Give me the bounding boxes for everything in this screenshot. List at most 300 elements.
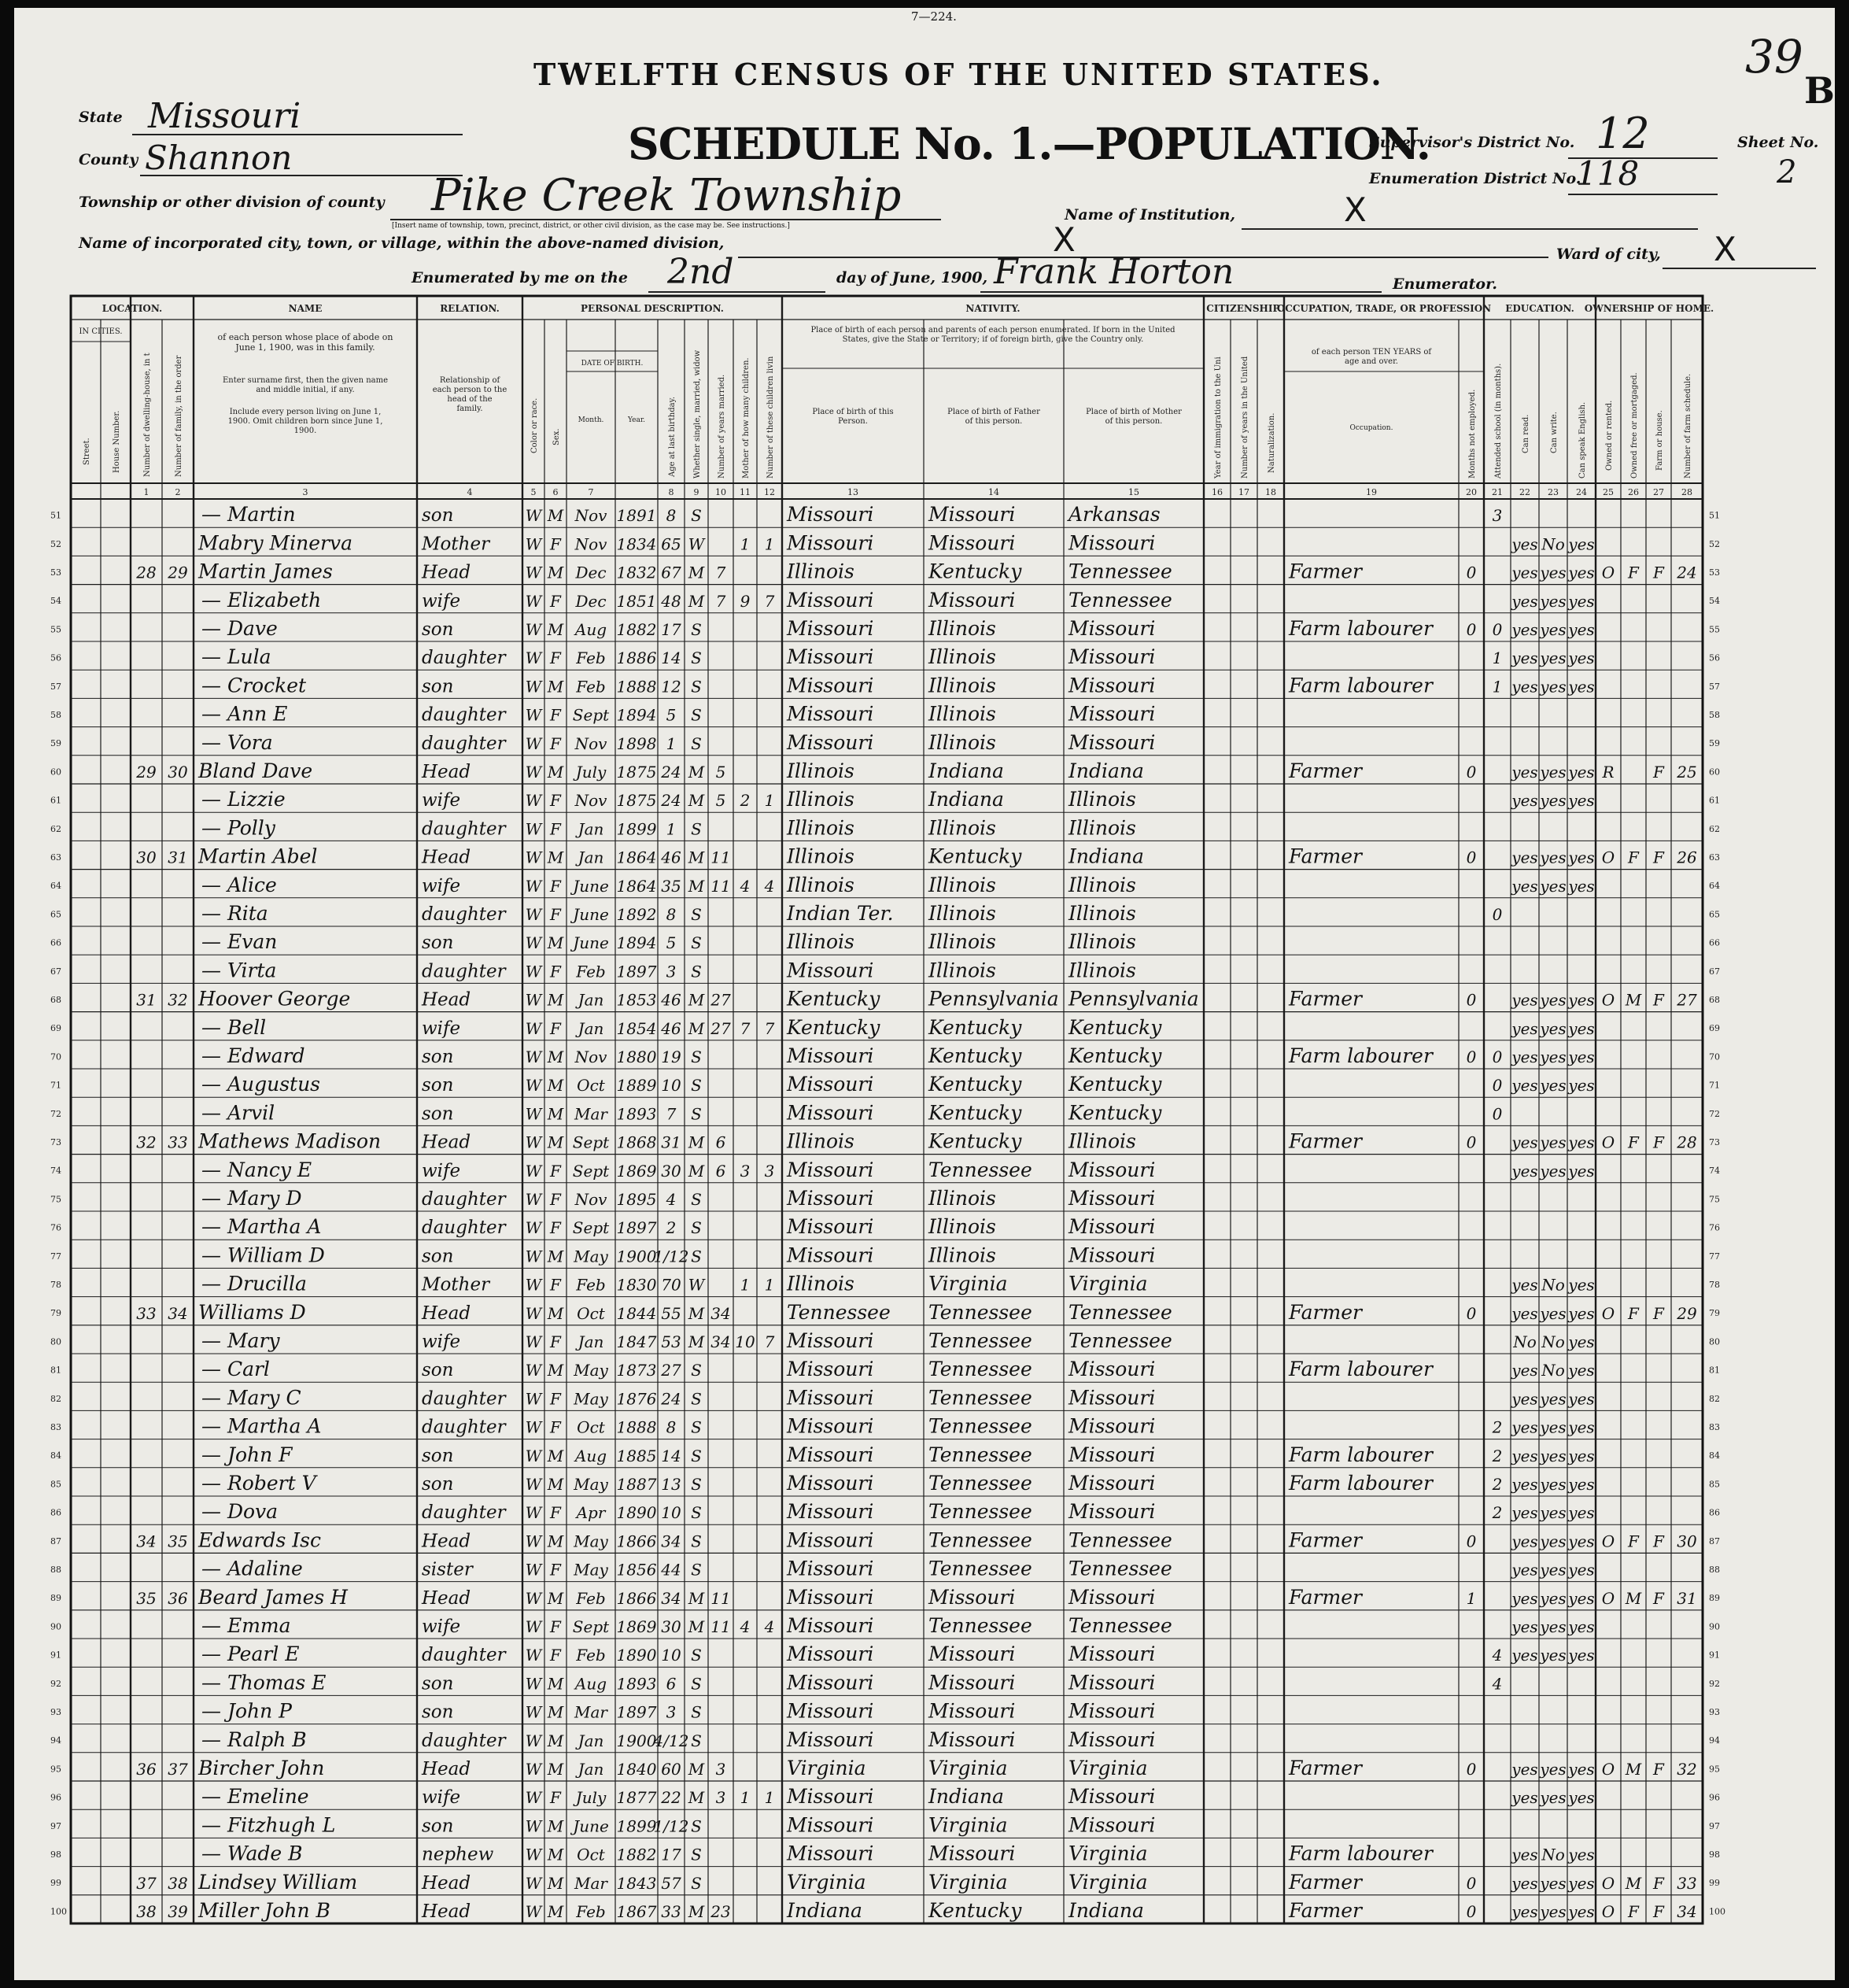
cell-moth: 10 bbox=[735, 1332, 755, 1352]
cell-age: 7 bbox=[666, 1104, 677, 1124]
line-number-right: 65 bbox=[1709, 909, 1720, 920]
header-street-text: Street. bbox=[83, 438, 91, 465]
cell-fam: 29 bbox=[168, 563, 188, 582]
cell-bp: Indian Ter. bbox=[787, 902, 894, 926]
cell-name: — John F bbox=[201, 1443, 293, 1466]
cell-write: yes bbox=[1540, 1617, 1567, 1637]
cell-bm: Missouri bbox=[1068, 1500, 1156, 1524]
sheet-value: 2 bbox=[1777, 154, 1797, 190]
cell-age: 34 bbox=[661, 1532, 681, 1551]
line-number-right: 54 bbox=[1709, 596, 1720, 607]
cell-bf: Pennsylvania bbox=[928, 987, 1059, 1011]
cell-rel: wife bbox=[422, 1617, 461, 1638]
cell-year: 1854 bbox=[616, 1018, 657, 1038]
cell-bm: Missouri bbox=[1068, 1585, 1156, 1609]
cell-mar: S bbox=[691, 1218, 702, 1238]
cell-color: W bbox=[525, 1475, 542, 1495]
cell-mar: M bbox=[688, 591, 705, 611]
cell-bf: Illinois bbox=[928, 816, 996, 840]
cell-name: — Drucilla bbox=[201, 1272, 307, 1295]
cell-bp: Missouri bbox=[787, 503, 874, 527]
cell-bp: Missouri bbox=[787, 1614, 874, 1638]
column-number-9: 9 bbox=[693, 487, 699, 497]
cell-year: 1888 bbox=[616, 677, 657, 697]
cell-write: No bbox=[1541, 1275, 1565, 1295]
cell-color: W bbox=[525, 705, 542, 725]
cell-color: W bbox=[525, 1532, 542, 1551]
cell-mar: W bbox=[688, 534, 705, 554]
cell-year: 1897 bbox=[616, 962, 657, 981]
cell-month: Sept bbox=[572, 1133, 610, 1152]
cell-fam: 32 bbox=[168, 990, 188, 1010]
cell-own: O bbox=[1601, 1133, 1615, 1152]
cell-bm: Indiana bbox=[1068, 844, 1144, 868]
cell-read: yes bbox=[1511, 677, 1538, 697]
cell-unemp: 0 bbox=[1466, 1902, 1477, 1922]
cell-color: W bbox=[525, 1560, 542, 1580]
cell-year: 1867 bbox=[616, 1902, 657, 1922]
cell-bf: Kentucky bbox=[928, 1129, 1022, 1153]
line-number: 96 bbox=[50, 1792, 61, 1803]
cell-year: 1882 bbox=[616, 620, 657, 640]
cell-bp: Illinois bbox=[787, 930, 854, 954]
cell-month: June bbox=[573, 876, 609, 896]
cell-occ: Farm labourer bbox=[1289, 1472, 1433, 1495]
cell-sex: M bbox=[547, 620, 564, 640]
cell-color: W bbox=[525, 933, 542, 953]
cell-color: W bbox=[525, 1646, 542, 1665]
cell-eng: yes bbox=[1568, 791, 1595, 811]
cell-eng: yes bbox=[1568, 1446, 1595, 1465]
cell-bp: Missouri bbox=[787, 588, 874, 612]
cell-bp: Missouri bbox=[787, 1528, 874, 1552]
line-number-right: 82 bbox=[1709, 1393, 1720, 1404]
cell-bf: Illinois bbox=[928, 702, 996, 726]
cell-month: Sept bbox=[572, 1617, 610, 1637]
cell-sex: F bbox=[550, 705, 561, 725]
cell-rel: son bbox=[422, 1702, 454, 1723]
line-number-right: 87 bbox=[1709, 1535, 1720, 1546]
cell-name: — Nancy E bbox=[201, 1158, 312, 1181]
cell-rel: son bbox=[422, 1673, 454, 1694]
line-number: 74 bbox=[50, 1166, 61, 1177]
cell-year: 1889 bbox=[616, 1076, 657, 1096]
population-table bbox=[50, 296, 1833, 1925]
cell-bp: Missouri bbox=[787, 1215, 874, 1239]
cell-rel: son bbox=[422, 676, 454, 697]
cell-month: Feb bbox=[576, 1646, 606, 1665]
cell-read: yes bbox=[1511, 1018, 1538, 1038]
cell-liv: 1 bbox=[764, 1275, 775, 1295]
cell-color: W bbox=[525, 1389, 542, 1409]
cell-fs: 34 bbox=[1677, 1902, 1697, 1922]
line-number-right: 91 bbox=[1709, 1650, 1720, 1661]
cell-unemp: 0 bbox=[1466, 563, 1477, 582]
cell-sex: M bbox=[547, 1076, 564, 1096]
line-number: 55 bbox=[50, 624, 61, 635]
cell-sex: M bbox=[547, 990, 564, 1010]
cell-bp: Missouri bbox=[787, 1414, 874, 1438]
cell-liv: 1 bbox=[764, 791, 775, 811]
cell-bf: Tennessee bbox=[928, 1414, 1032, 1438]
column-number-3: 3 bbox=[302, 487, 308, 497]
cell-age: 30 bbox=[661, 1617, 681, 1637]
cell-write: yes bbox=[1540, 1588, 1567, 1608]
cell-month: Jan bbox=[578, 1760, 604, 1779]
cell-bf: Illinois bbox=[928, 873, 996, 896]
cell-age: 46 bbox=[661, 1018, 681, 1038]
cell-month: May bbox=[574, 1560, 608, 1580]
line-number-right: 70 bbox=[1709, 1051, 1720, 1062]
cell-read: yes bbox=[1511, 1361, 1538, 1380]
cell-bf: Illinois bbox=[928, 1243, 996, 1267]
cell-name: — Fitzhugh L bbox=[201, 1813, 336, 1837]
column-number-17: 17 bbox=[1238, 487, 1249, 497]
header-read-text: Can read. bbox=[1522, 414, 1530, 453]
cell-mar: S bbox=[691, 1475, 702, 1495]
cell-bf: Tennessee bbox=[928, 1557, 1032, 1580]
cell-month: May bbox=[574, 1389, 608, 1409]
cell-fam: 38 bbox=[168, 1873, 188, 1893]
cell-write: yes bbox=[1540, 1303, 1567, 1323]
line-number-right: 74 bbox=[1709, 1166, 1720, 1177]
cell-bp: Missouri bbox=[787, 1785, 874, 1809]
cell-rel: daughter bbox=[422, 1730, 506, 1751]
cell-sex: F bbox=[550, 1389, 561, 1409]
cell-liv: 7 bbox=[764, 591, 775, 611]
cell-age: 10 bbox=[661, 1076, 681, 1096]
census-title: TWELFTH CENSUS OF THE UNITED STATES. bbox=[533, 57, 1384, 92]
cell-fh: F bbox=[1653, 1303, 1664, 1323]
cell-bm: Missouri bbox=[1068, 1727, 1156, 1751]
cell-occ: Farmer bbox=[1289, 1585, 1362, 1609]
cell-occ: Farmer bbox=[1289, 1757, 1362, 1780]
cell-bm: Illinois bbox=[1068, 930, 1136, 954]
cell-mar: M bbox=[688, 791, 705, 811]
cell-bm: Kentucky bbox=[1068, 1044, 1162, 1068]
cell-own: O bbox=[1601, 1303, 1615, 1323]
cell-sex: F bbox=[550, 591, 561, 611]
cell-read: yes bbox=[1511, 763, 1538, 782]
column-number-2: 2 bbox=[175, 487, 181, 497]
cell-month: Nov bbox=[574, 1048, 607, 1067]
column-number-14: 14 bbox=[988, 487, 999, 497]
cell-month: Sept bbox=[572, 705, 610, 725]
cell-mar: M bbox=[688, 1760, 705, 1779]
cell-month: Feb bbox=[576, 1902, 606, 1922]
cell-bm: Missouri bbox=[1068, 1785, 1156, 1809]
cell-bf: Tennessee bbox=[928, 1614, 1032, 1638]
cell-liv: 7 bbox=[764, 1332, 775, 1352]
line-number: 84 bbox=[50, 1450, 61, 1461]
cell-write: yes bbox=[1540, 620, 1567, 640]
line-number-right: 95 bbox=[1709, 1764, 1720, 1775]
cell-year: 1856 bbox=[616, 1560, 657, 1580]
cell-own: O bbox=[1601, 1760, 1615, 1779]
cell-liv: 3 bbox=[764, 1161, 775, 1181]
cell-read: yes bbox=[1511, 1873, 1538, 1893]
cell-bf: Missouri bbox=[928, 1671, 1016, 1694]
name-include-text: Include every person living on June 1, 1900. Omit children born since June 1, 1900. bbox=[227, 408, 383, 435]
cell-month: May bbox=[574, 1247, 608, 1266]
cell-name: — Mary D bbox=[201, 1187, 302, 1210]
cell-read: yes bbox=[1511, 1389, 1538, 1409]
cell-color: W bbox=[525, 1873, 542, 1893]
line-number: 77 bbox=[50, 1251, 61, 1262]
cell-mar: S bbox=[691, 1361, 702, 1380]
cell-name: — Augustus bbox=[201, 1073, 321, 1096]
cell-year: 1876 bbox=[616, 1389, 657, 1409]
cell-name: — Vora bbox=[201, 730, 273, 754]
cell-year: 1873 bbox=[616, 1361, 657, 1380]
column-number-25: 25 bbox=[1603, 487, 1614, 497]
line-number: 60 bbox=[50, 767, 61, 778]
cell-unemp: 0 bbox=[1466, 763, 1477, 782]
line-number-right: 56 bbox=[1709, 652, 1720, 663]
cell-read: yes bbox=[1511, 534, 1538, 554]
cell-bp: Illinois bbox=[787, 816, 854, 840]
column-number-1: 1 bbox=[143, 487, 149, 497]
cell-age: 17 bbox=[661, 1845, 681, 1864]
line-number-right: 62 bbox=[1709, 823, 1720, 834]
cell-color: W bbox=[525, 649, 542, 668]
cell-bf: Tennessee bbox=[928, 1358, 1032, 1381]
cell-sch: 0 bbox=[1492, 620, 1503, 640]
cell-mar: S bbox=[691, 1104, 702, 1124]
cell-year: 1886 bbox=[616, 649, 657, 668]
cell-sex: F bbox=[550, 1190, 561, 1210]
cell-liv: 7 bbox=[764, 1018, 775, 1038]
cell-age: 31 bbox=[661, 1133, 681, 1152]
cell-fs: 31 bbox=[1677, 1588, 1697, 1608]
state-label: State bbox=[79, 109, 123, 126]
cell-read: yes bbox=[1511, 620, 1538, 640]
cell-fm: M bbox=[1625, 1588, 1642, 1608]
cell-sex: M bbox=[547, 848, 564, 867]
cell-bp: Missouri bbox=[787, 1044, 874, 1068]
column-number-21: 21 bbox=[1492, 487, 1503, 497]
cell-rel: sister bbox=[422, 1559, 473, 1580]
line-number: 86 bbox=[50, 1507, 61, 1518]
cell-sch: 1 bbox=[1492, 677, 1503, 697]
cell-bm: Indiana bbox=[1068, 759, 1144, 783]
cell-age: 1 bbox=[666, 819, 677, 839]
line-number-right: 79 bbox=[1709, 1308, 1720, 1319]
cell-year: 1885 bbox=[616, 1446, 657, 1465]
header-yus-text: Number of years in the United bbox=[1241, 356, 1249, 479]
group-relation-label: RELATION. bbox=[440, 303, 500, 314]
cell-age: 1 bbox=[666, 733, 677, 753]
cell-year: 1851 bbox=[616, 591, 657, 611]
cell-color: W bbox=[525, 791, 542, 811]
cell-unemp: 0 bbox=[1466, 1133, 1477, 1152]
cell-write: No bbox=[1541, 1332, 1565, 1352]
cell-sex: F bbox=[550, 1788, 561, 1808]
cell-month: July bbox=[575, 1788, 607, 1808]
cell-write: yes bbox=[1540, 563, 1567, 582]
cell-color: W bbox=[525, 876, 542, 896]
cell-month: Nov bbox=[574, 1190, 607, 1210]
cell-name: — Emma bbox=[201, 1614, 291, 1638]
cell-bm: Missouri bbox=[1068, 645, 1156, 669]
line-number-right: 58 bbox=[1709, 710, 1720, 721]
column-number-7: 7 bbox=[588, 487, 594, 497]
line-number-right: 61 bbox=[1709, 795, 1720, 806]
cell-write: yes bbox=[1540, 1417, 1567, 1437]
line-number: 68 bbox=[50, 995, 61, 1006]
cell-rel: son bbox=[422, 1816, 454, 1837]
cell-bf: Kentucky bbox=[928, 1015, 1022, 1039]
group-location-label: LOCATION. bbox=[101, 303, 163, 314]
cell-bf: Illinois bbox=[928, 959, 996, 982]
cell-bp: Illinois bbox=[787, 759, 854, 783]
cell-ym: 27 bbox=[710, 1018, 731, 1038]
cell-ym: 34 bbox=[710, 1332, 731, 1352]
cell-bf: Virginia bbox=[928, 1757, 1008, 1780]
line-number: 81 bbox=[50, 1365, 61, 1376]
cell-moth: 4 bbox=[740, 1617, 751, 1637]
cell-name: — Lula bbox=[201, 645, 271, 669]
cell-own: O bbox=[1601, 1588, 1615, 1608]
cell-bp: Missouri bbox=[787, 1699, 874, 1723]
cell-name: — Emeline bbox=[201, 1785, 309, 1809]
cell-name: — Mary bbox=[201, 1329, 280, 1353]
cell-month: Jan bbox=[578, 1018, 604, 1038]
line-number: 61 bbox=[50, 795, 61, 806]
group-citizenship-label: CITIZENSHIP. bbox=[1206, 303, 1282, 314]
cell-fh: F bbox=[1653, 1873, 1664, 1893]
cell-eng: yes bbox=[1568, 848, 1595, 867]
cell-age: 2 bbox=[666, 1218, 677, 1238]
cell-rel: Head bbox=[422, 1132, 471, 1153]
cell-bm: Tennessee bbox=[1068, 588, 1172, 612]
cell-rel: wife bbox=[422, 790, 461, 811]
cell-bf: Illinois bbox=[928, 674, 996, 697]
cell-bm: Illinois bbox=[1068, 1129, 1136, 1153]
cell-mar: S bbox=[691, 1503, 702, 1523]
cell-fam: 35 bbox=[168, 1532, 188, 1551]
cell-ym: 11 bbox=[710, 1617, 731, 1637]
cell-bp: Illinois bbox=[787, 788, 854, 811]
cell-name: — Crocket bbox=[201, 674, 307, 697]
cell-mar: S bbox=[691, 1845, 702, 1864]
cell-own: O bbox=[1601, 1873, 1615, 1893]
line-number: 53 bbox=[50, 567, 61, 578]
cell-bp: Illinois bbox=[787, 844, 854, 868]
header-unemp-text: Months not employed. bbox=[1468, 389, 1477, 479]
cell-own: O bbox=[1601, 990, 1615, 1010]
cell-write: yes bbox=[1540, 791, 1567, 811]
cell-year: 1895 bbox=[616, 1190, 657, 1210]
line-number: 73 bbox=[50, 1137, 61, 1148]
column-number-24: 24 bbox=[1576, 487, 1587, 497]
cell-fs: 29 bbox=[1677, 1303, 1697, 1323]
header-fs-text: Number of farm schedule. bbox=[1684, 373, 1692, 479]
cell-mar: W bbox=[688, 1275, 705, 1295]
cell-fam: 31 bbox=[168, 848, 188, 867]
cell-sch: 3 bbox=[1492, 506, 1503, 526]
township-label: Township or other division of county bbox=[79, 194, 385, 211]
cell-color: W bbox=[525, 1218, 542, 1238]
cell-color: W bbox=[525, 1731, 542, 1750]
line-number: 83 bbox=[50, 1422, 61, 1433]
cell-fh: F bbox=[1653, 1588, 1664, 1608]
cell-bm: Illinois bbox=[1068, 816, 1136, 840]
cell-age: 46 bbox=[661, 990, 681, 1010]
column-number-20: 20 bbox=[1466, 487, 1477, 497]
state-value: Missouri bbox=[148, 96, 301, 136]
line-number: 65 bbox=[50, 909, 61, 920]
group-ownership-label: OWNERSHIP OF HOME. bbox=[1584, 303, 1714, 314]
cell-color: W bbox=[525, 1104, 542, 1124]
cell-read: yes bbox=[1511, 1760, 1538, 1779]
cell-moth: 9 bbox=[740, 591, 751, 611]
cell-age: 46 bbox=[661, 848, 681, 867]
name-surname-text: Enter surname first, then the given name and middle initial, if any. bbox=[222, 376, 389, 394]
header-own-text: Owned or rented. bbox=[1605, 400, 1614, 471]
cell-sex: F bbox=[550, 819, 561, 839]
line-number: 75 bbox=[50, 1194, 61, 1205]
cell-sex: F bbox=[550, 1275, 561, 1295]
cell-bm: Tennessee bbox=[1068, 1557, 1172, 1580]
cell-fs: 24 bbox=[1677, 563, 1697, 582]
cell-color: W bbox=[525, 1275, 542, 1295]
cell-sch: 0 bbox=[1492, 905, 1503, 925]
cell-eng: yes bbox=[1568, 1845, 1595, 1864]
line-number-right: 63 bbox=[1709, 852, 1720, 863]
cell-sch: 2 bbox=[1492, 1417, 1503, 1437]
cell-month: Aug bbox=[574, 620, 607, 640]
enum-district-underline bbox=[1568, 194, 1718, 195]
cell-rel: Head bbox=[422, 762, 471, 783]
cell-mar: M bbox=[688, 1303, 705, 1323]
cell-age: 10 bbox=[661, 1646, 681, 1665]
cell-name: — John P bbox=[201, 1699, 292, 1723]
cell-mar: S bbox=[691, 962, 702, 981]
cell-age: 33 bbox=[661, 1902, 681, 1922]
cell-age: 27 bbox=[661, 1361, 681, 1380]
cell-rel: daughter bbox=[422, 1218, 506, 1239]
cell-read: yes bbox=[1511, 1617, 1538, 1637]
cell-bm: Missouri bbox=[1068, 1643, 1156, 1666]
line-number: 92 bbox=[50, 1678, 61, 1689]
dob-label: DATE OF BIRTH. bbox=[581, 360, 644, 368]
cell-rel: son bbox=[422, 1360, 454, 1381]
cell-rel: son bbox=[422, 1474, 454, 1495]
cell-age: 5 bbox=[666, 705, 677, 725]
cell-rel: daughter bbox=[422, 961, 506, 982]
line-number-right: 67 bbox=[1709, 966, 1720, 977]
cell-eng: yes bbox=[1568, 990, 1595, 1010]
cell-bf: Kentucky bbox=[928, 844, 1022, 868]
line-number: 97 bbox=[50, 1820, 61, 1831]
cell-fh: F bbox=[1653, 1532, 1664, 1551]
cell-bp: Tennessee bbox=[787, 1300, 891, 1324]
cell-mar: S bbox=[691, 1674, 702, 1694]
cell-ym: 6 bbox=[715, 1161, 726, 1181]
cell-occ: Farm labourer bbox=[1289, 1044, 1433, 1068]
occupation-desc-text: of each person TEN YEARS of age and over. bbox=[1311, 348, 1432, 366]
cell-name: Hoover George bbox=[198, 987, 351, 1011]
cell-fam: 33 bbox=[168, 1133, 188, 1152]
cell-eng: yes bbox=[1568, 620, 1595, 640]
cell-unemp: 0 bbox=[1466, 990, 1477, 1010]
cell-eng: yes bbox=[1568, 1076, 1595, 1096]
cell-eng: yes bbox=[1568, 1417, 1595, 1437]
cell-name: — Adaline bbox=[201, 1557, 303, 1580]
cell-year: 1834 bbox=[616, 534, 657, 554]
township-value: Pike Creek Township bbox=[431, 170, 902, 221]
